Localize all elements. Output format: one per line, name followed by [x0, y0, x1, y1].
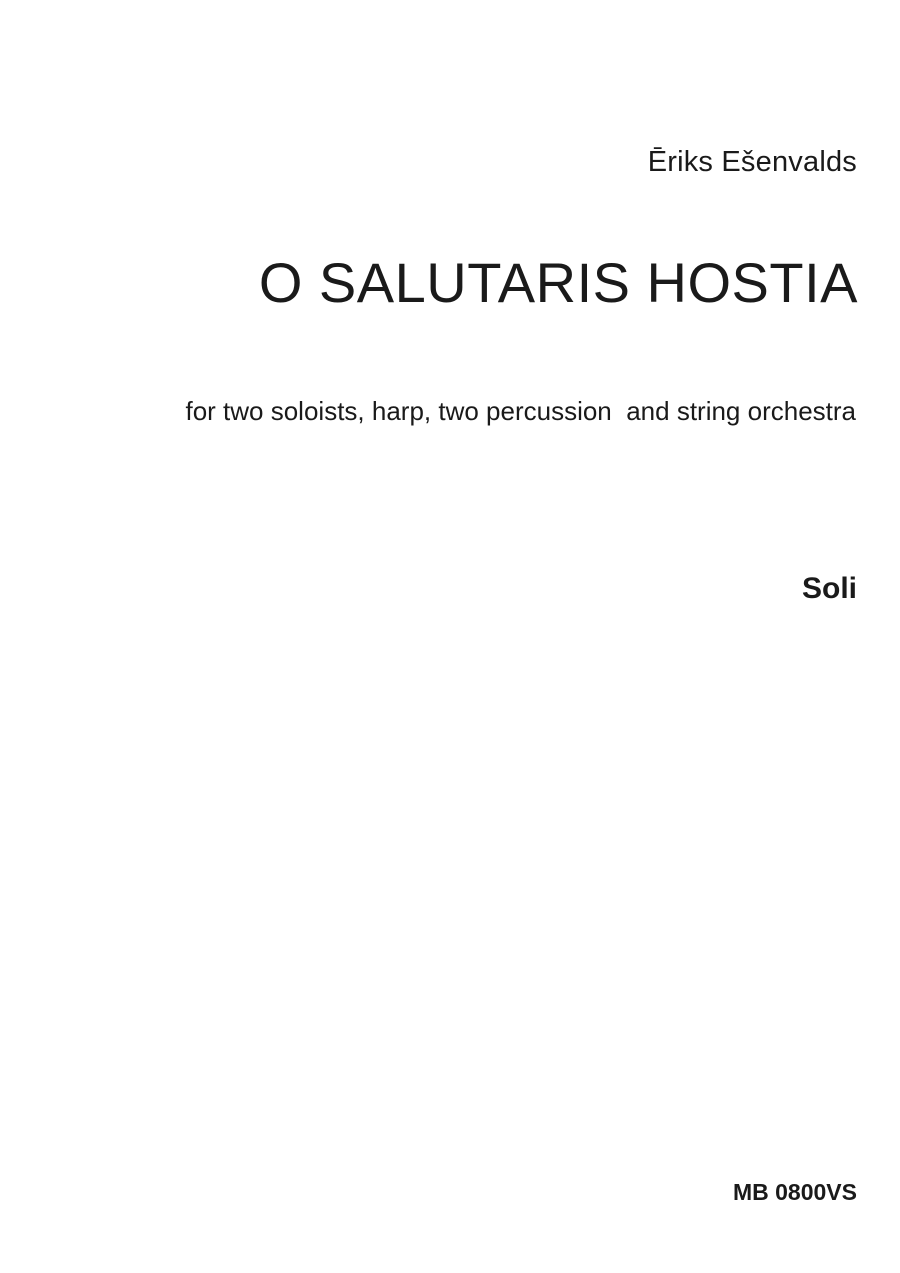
catalog-number: MB 0800VS [732, 1179, 857, 1205]
instrumentation-line: for two soloists, harp, two percussion and string orchestra [185, 396, 856, 426]
part-name: Soli [801, 572, 857, 605]
composer-name: Ēriks Ešenvalds [647, 146, 857, 178]
work-title: O SALUTARIS HOSTIA [258, 251, 858, 314]
